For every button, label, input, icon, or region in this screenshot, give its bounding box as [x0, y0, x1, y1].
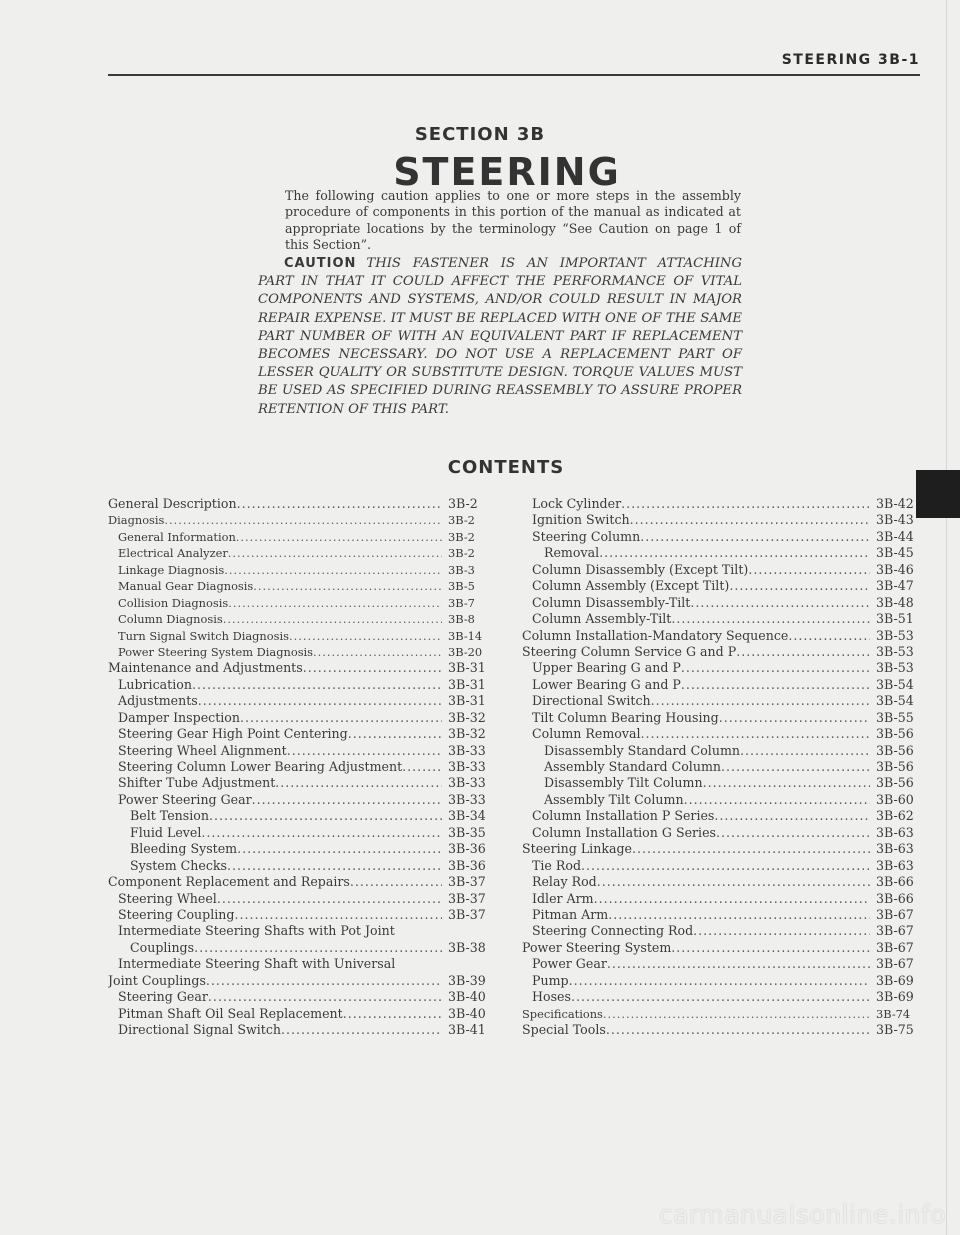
toc-entry[interactable] [522, 759, 920, 775]
toc-entry-title: Column Installation P Series [532, 808, 715, 824]
toc-entry-title: Power Gear [532, 956, 607, 972]
toc-entry[interactable] [522, 693, 920, 709]
toc-entry[interactable] [522, 595, 920, 611]
toc-entry-title: Column Disassembly (Except Tilt) [532, 561, 749, 577]
toc-entry-title: Steering Column Service G and P [522, 643, 737, 659]
toc-leader-dots [693, 923, 870, 939]
toc-leader-dots [597, 874, 870, 890]
toc-entry-page: 3B-37 [448, 874, 486, 890]
toc-entry-title: Steering Connecting Rod [532, 923, 694, 939]
toc-entry-title: Steering Gear [118, 989, 208, 1005]
toc-entry-page: 3B-37 [448, 906, 486, 922]
running-head: STEERING 3B-1 [781, 52, 920, 68]
toc-entry-title: System Checks [130, 857, 228, 873]
toc-entry-title: Steering Column [532, 528, 641, 544]
toc-entry-page: 3B-38 [448, 939, 486, 955]
toc-entry[interactable] [108, 529, 492, 545]
toc-entry[interactable] [522, 858, 920, 874]
toc-entry-title: Steering Coupling [118, 906, 235, 922]
toc-entry-title: Intermediate Steering Shaft with Universal [118, 956, 396, 972]
toc-leader-dots [224, 562, 442, 578]
toc-entry-title: Lock Cylinder [532, 496, 622, 511]
contents-heading: CONTENTS [447, 457, 565, 478]
toc-leader-dots [228, 545, 442, 561]
toc-entry-page: 3B-46 [876, 561, 914, 577]
toc-entry-page: 3B-74 [876, 1006, 911, 1021]
toc-leader-dots [240, 710, 442, 726]
toc-leader-dots [599, 545, 870, 561]
toc-entry-title: Directional Signal Switch [118, 1022, 281, 1037]
toc-entry[interactable] [108, 677, 492, 693]
toc-entry-title: Lubrication [118, 676, 192, 692]
toc-entry-title: Steering Linkage [522, 841, 632, 857]
toc-leader-dots [192, 677, 442, 693]
toc-entry[interactable] [108, 841, 492, 857]
toc-leader-dots [594, 891, 870, 907]
toc-entry-page: 3B-34 [448, 808, 486, 824]
toc-entry-page: 3B-47 [876, 578, 914, 594]
toc-entry-page: 3B-54 [876, 676, 914, 692]
header-rule [108, 74, 920, 76]
toc-entry[interactable] [108, 825, 492, 841]
toc-leader-dots [569, 973, 870, 989]
toc-entry-title: Belt Tension [130, 808, 209, 824]
toc-entry-page: 3B-55 [876, 709, 914, 725]
toc-leader-dots [681, 660, 870, 676]
caution-block [258, 255, 742, 419]
toc-entry-title: General Description [108, 496, 237, 511]
toc-entry[interactable] [108, 644, 492, 660]
toc-entry[interactable] [108, 775, 492, 791]
toc-leader-dots [206, 973, 442, 989]
toc-entry-page: 3B-56 [876, 726, 914, 742]
toc-entry-page: 3B-32 [448, 726, 486, 742]
toc-entry[interactable] [108, 989, 492, 1005]
toc-entry[interactable] [108, 611, 492, 627]
toc-entry-page: 3B-33 [448, 742, 486, 758]
toc-leader-dots [164, 512, 442, 528]
toc-entry-title: Directional Switch [532, 693, 651, 709]
toc-leader-dots [198, 693, 442, 709]
toc-entry-title: Turn Signal Switch Diagnosis [118, 628, 289, 643]
toc-entry[interactable] [108, 858, 492, 874]
toc-entry[interactable] [108, 808, 492, 824]
toc-entry-page: 3B-32 [448, 709, 486, 725]
toc-entry-title: Column Assembly (Except Tilt) [532, 578, 730, 594]
toc-entry-page: 3B-42 [876, 496, 914, 511]
toc-entry-page: 3B-36 [448, 857, 486, 873]
toc-leader-dots [690, 595, 870, 611]
toc-leader-dots [281, 1022, 442, 1038]
toc-entry-title: Maintenance and Adjustments [108, 660, 303, 676]
toc-entry[interactable] [108, 956, 492, 972]
toc-leader-dots [608, 907, 870, 923]
toc-entry[interactable] [522, 628, 920, 644]
toc-leader-dots [719, 710, 870, 726]
toc-leader-dots [303, 660, 442, 676]
toc-entry-page: 3B-7 [448, 595, 475, 610]
toc-entry[interactable] [108, 792, 492, 808]
toc-entry[interactable] [108, 1006, 492, 1022]
toc-entry-page: 3B-31 [448, 660, 486, 676]
toc-entry[interactable] [108, 907, 492, 923]
toc-leader-dots [630, 512, 870, 528]
toc-leader-dots [275, 775, 442, 791]
toc-entry-page: 3B-33 [448, 759, 486, 774]
toc-entry-title: Collision Diagnosis [118, 595, 229, 610]
toc-entry[interactable] [108, 710, 492, 726]
toc-leader-dots [740, 743, 870, 759]
toc-entry[interactable] [108, 973, 492, 989]
toc-entry[interactable] [522, 956, 920, 972]
toc-leader-dots [237, 496, 442, 512]
toc-leader-dots [194, 940, 442, 956]
toc-leader-dots [348, 726, 442, 742]
toc-entry[interactable] [522, 726, 920, 742]
toc-entry-title: Pump [532, 972, 569, 988]
toc-entry-page: 3B-56 [876, 759, 914, 774]
toc-leader-dots [671, 940, 870, 956]
toc-entry-title: Pitman Arm [532, 906, 609, 922]
toc-entry[interactable] [522, 611, 920, 627]
toc-leader-dots [603, 1006, 870, 1022]
toc-leader-dots [236, 529, 442, 545]
toc-leader-dots [223, 611, 442, 627]
toc-leader-dots [641, 726, 870, 742]
toc-entry[interactable] [522, 923, 920, 939]
toc-entry-page: 3B-44 [876, 528, 914, 544]
toc-entry-page: 3B-66 [876, 890, 914, 906]
toc-entry[interactable] [522, 973, 920, 989]
toc-entry-page: 3B-5 [448, 579, 475, 594]
toc-entry-title: Relay Rod [532, 874, 597, 890]
toc-entry-page: 3B-31 [448, 693, 486, 709]
toc-entry-title: Specifications [522, 1006, 603, 1021]
toc-entry[interactable] [108, 874, 492, 890]
toc-entry-title: Power Steering System Diagnosis [118, 644, 314, 659]
toc-entry-page: 3B-53 [876, 627, 914, 643]
toc-entry-title: Steering Column Lower Bearing Adjustment [118, 759, 403, 774]
toc-entry[interactable] [522, 578, 920, 594]
toc-entry-page: 3B-63 [876, 841, 914, 857]
toc-leader-dots [607, 956, 870, 972]
toc-leader-dots [402, 759, 442, 775]
toc-leader-dots [703, 775, 870, 791]
toc-entry[interactable] [522, 874, 920, 890]
toc-leader-dots [640, 529, 870, 545]
toc-entry[interactable] [108, 1022, 492, 1038]
toc-entry-title: Disassembly Standard Column [544, 742, 740, 758]
toc-entry-title: General Information [118, 529, 236, 544]
toc-entry-page: 3B-2 [448, 546, 475, 561]
toc-entry-title: Couplings [130, 939, 195, 955]
toc-entry-title: Steering Wheel Alignment [118, 742, 287, 758]
toc-entry-page: 3B-31 [448, 676, 486, 692]
toc-entry[interactable] [108, 562, 492, 578]
toc-entry-page: 3B-2 [448, 513, 475, 528]
toc-leader-dots [581, 858, 870, 874]
toc-entry-page: 3B-40 [448, 989, 486, 1005]
toc-leader-dots [714, 808, 870, 824]
toc-leader-dots [228, 595, 442, 611]
toc-leader-dots [684, 792, 870, 808]
toc-entry-title: Pitman Shaft Oil Seal Replacement [118, 1005, 343, 1021]
toc-entry-title: Column Removal [532, 726, 641, 742]
toc-entry-title: Assembly Tilt Column [544, 791, 684, 807]
toc-entry-page: 3B-53 [876, 643, 914, 659]
toc-entry-title: Idler Arm [532, 890, 594, 906]
toc-entry-title: Diagnosis [108, 513, 165, 528]
toc-leader-dots [287, 743, 442, 759]
toc-leader-dots [721, 759, 870, 775]
toc-entry-title: Column Disassembly-Tilt [532, 594, 691, 610]
toc-leader-dots [350, 874, 442, 890]
section-title: STEERING [393, 150, 621, 194]
toc-leader-dots [788, 628, 870, 644]
toc-entry[interactable] [522, 496, 920, 512]
toc-entry-page: 3B-54 [876, 693, 914, 709]
toc-entry[interactable] [522, 907, 920, 923]
toc-entry-title: Hoses [532, 989, 571, 1005]
toc-entry[interactable] [522, 710, 920, 726]
toc-entry-page: 3B-67 [876, 956, 914, 972]
toc-entry-page: 3B-33 [448, 791, 486, 807]
toc-entry-page: 3B-67 [876, 939, 914, 955]
toc-entry-title: Disassembly Tilt Column [544, 775, 703, 791]
toc-entry-page: 3B-33 [448, 775, 486, 791]
toc-entry[interactable] [522, 891, 920, 907]
toc-entry-title: Joint Couplings [108, 972, 206, 988]
toc-entry-page: 3B-2 [448, 529, 475, 544]
toc-entry-title: Special Tools [522, 1022, 606, 1037]
toc-leader-dots [736, 644, 870, 660]
toc-entry-title: Column Installation-Mandatory Sequence [522, 627, 789, 643]
toc-entry-page: 3B-56 [876, 775, 914, 791]
toc-entry-title: Tie Rod [532, 857, 582, 873]
toc-entry[interactable] [522, 677, 920, 693]
toc-entry-title: Column Diagnosis [118, 612, 223, 627]
toc-entry[interactable] [108, 660, 492, 676]
toc-entry-title: Assembly Standard Column [544, 759, 721, 774]
toc-leader-dots [651, 693, 870, 709]
toc-leader-dots [209, 808, 442, 824]
toc-entry-title: Steering Gear High Point Centering [118, 726, 348, 742]
toc-entry-title: Shifter Tube Adjustment [118, 775, 276, 791]
toc-entry-title: Electrical Analyzer [118, 546, 228, 561]
toc-entry[interactable] [108, 496, 492, 512]
caution-label: CAUTION [284, 256, 357, 271]
toc-entry[interactable] [108, 923, 492, 939]
toc-entry-title: Steering Wheel [118, 890, 217, 906]
toc-entry-title: Manual Gear Diagnosis [118, 579, 254, 594]
section-number: SECTION 3B [414, 124, 546, 145]
toc-leader-dots [716, 825, 870, 841]
toc-entry-page: 3B-60 [876, 791, 914, 807]
toc-entry[interactable] [522, 775, 920, 791]
toc-entry[interactable] [522, 989, 920, 1005]
toc-leader-dots [571, 989, 870, 1005]
toc-entry-page: 3B-69 [876, 989, 914, 1005]
toc-entry-title: Component Replacement and Repairs [108, 874, 350, 890]
toc-entry[interactable] [522, 792, 920, 808]
toc-entry-page: 3B-62 [876, 808, 914, 824]
toc-entry[interactable] [108, 693, 492, 709]
toc-entry[interactable] [522, 545, 920, 561]
toc-leader-dots [606, 1022, 870, 1038]
toc-entry[interactable] [108, 891, 492, 907]
toc-entry[interactable] [108, 743, 492, 759]
toc-entry-page: 3B-69 [876, 972, 914, 988]
toc-entry-page: 3B-20 [448, 644, 483, 659]
toc-entry[interactable] [522, 529, 920, 545]
toc-leader-dots [621, 496, 870, 512]
toc-leader-dots [748, 562, 870, 578]
toc-entry-title: Damper Inspection [118, 709, 240, 725]
toc-entry-page: 3B-53 [876, 660, 914, 676]
toc-leader-dots [289, 628, 442, 644]
toc-entry[interactable] [108, 628, 492, 644]
toc-entry-title: Removal [544, 545, 600, 561]
toc-entry[interactable] [522, 562, 920, 578]
toc-entry[interactable] [522, 660, 920, 676]
toc-entry[interactable] [522, 644, 920, 660]
toc-entry-title: Power Steering Gear [118, 791, 252, 807]
toc-leader-dots [234, 907, 442, 923]
toc-entry-page: 3B-41 [448, 1022, 486, 1037]
toc-entry-title: Column Assembly-Tilt [532, 611, 672, 627]
toc-entry[interactable] [522, 825, 920, 841]
toc-entry-title: Linkage Diagnosis [118, 562, 225, 577]
toc-entry[interactable] [108, 759, 492, 775]
toc-entry-title: Bleeding System [130, 841, 238, 857]
toc-entry[interactable] [108, 578, 492, 594]
toc-entry[interactable] [522, 808, 920, 824]
toc-entry-page: 3B-36 [448, 841, 486, 857]
toc-entry-page: 3B-39 [448, 972, 486, 988]
toc-entry-title: Upper Bearing G and P [532, 660, 681, 676]
toc-entry-page: 3B-2 [448, 496, 478, 511]
toc-leader-dots [217, 891, 442, 907]
toc-entry[interactable] [522, 1006, 920, 1022]
toc-entry[interactable] [522, 512, 920, 528]
toc-entry-page: 3B-14 [448, 628, 483, 643]
toc-entry-title: Adjustments [118, 693, 198, 709]
caution-text: THIS FASTENER IS AN IMPORTANT ATTACHING PART IN THAT IT COULD AFFECT THE PERFORMANCE OF VITAL COMPONENTS AND SYSTEMS, AND/OR COULD RESULT IN MAJOR REPAIR EXPENSE. IT MUST BE REPLACED WITH ONE OF THE SAME PART NUMBER OF WITH AN EQUIVALENT PART IF REPLACEMENT BECOMES NECESSARY. DO NOT USE A REPLACEMENT PART OF LESSER QUALITY OR SUBSTITUTE DESIGN. TORQUE VALUES MUST BE USED AS SPECIFIED DURING REASSEMBLY TO ASSURE PROPER RETENTION OF THIS PART. [258, 256, 742, 417]
toc-entry[interactable] [108, 512, 492, 528]
toc-entry[interactable] [522, 743, 920, 759]
toc-entry-page: 3B-67 [876, 923, 914, 939]
toc-entry-title: Tilt Column Bearing Housing [532, 709, 719, 725]
toc-entry-title: Lower Bearing G and P [532, 676, 681, 692]
toc-entry-page: 3B-63 [876, 824, 914, 840]
toc-entry-page: 3B-35 [448, 824, 486, 840]
toc-leader-dots [227, 858, 442, 874]
toc-entry-title: Power Steering System [522, 939, 672, 955]
section-thumb-tab [916, 470, 960, 518]
watermark: carmanualsonline.info [658, 1200, 946, 1229]
toc-entry[interactable] [522, 940, 920, 956]
toc-entry-page: 3B-75 [876, 1022, 914, 1037]
toc-entry[interactable] [522, 841, 920, 857]
toc-leader-dots [201, 825, 442, 841]
toc-entry-page: 3B-8 [448, 612, 475, 627]
toc-entry-page: 3B-43 [876, 512, 914, 528]
toc-leader-dots [681, 677, 870, 693]
toc-leader-dots [252, 792, 442, 808]
toc-leader-dots [632, 841, 870, 857]
toc-entry[interactable] [108, 940, 492, 956]
toc-entry-page: 3B-56 [876, 742, 914, 758]
toc-leader-dots [208, 989, 442, 1005]
toc-entry-page: 3B-66 [876, 874, 914, 890]
toc-left-column [108, 496, 492, 1038]
toc-entry-page: 3B-51 [876, 611, 914, 627]
toc-leader-dots [313, 644, 442, 660]
toc-entry[interactable] [108, 595, 492, 611]
intro-paragraph: The following caution applies to one or more steps in the assembly procedure of components in this portion of the manual as indicated at appropriate locations by the terminology “See Caution on page 1 of this Section”. [285, 188, 741, 252]
toc-leader-dots [729, 578, 870, 594]
toc-entry-title: Intermediate Steering Shafts with Pot Joint [118, 923, 395, 939]
toc-entry-page: 3B-37 [448, 890, 486, 906]
toc-entry[interactable] [108, 726, 492, 742]
toc-entry-title: Ignition Switch [532, 512, 630, 528]
toc-entry-title: Fluid Level [130, 824, 202, 840]
toc-leader-dots [253, 578, 442, 594]
toc-entry-page: 3B-45 [876, 545, 914, 561]
toc-entry-page: 3B-63 [876, 857, 914, 873]
toc-leader-dots [671, 611, 870, 627]
toc-entry[interactable] [522, 1022, 920, 1038]
toc-entry-page: 3B-40 [448, 1005, 486, 1021]
toc-entry-page: 3B-67 [876, 906, 914, 922]
toc-entry[interactable] [108, 545, 492, 561]
toc-right-column [522, 496, 920, 1038]
toc-leader-dots [237, 841, 442, 857]
toc-entry-page: 3B-48 [876, 594, 914, 610]
toc-entry-page: 3B-3 [448, 562, 475, 577]
toc-leader-dots [343, 1006, 442, 1022]
toc-entry-title: Column Installation G Series [532, 824, 716, 840]
